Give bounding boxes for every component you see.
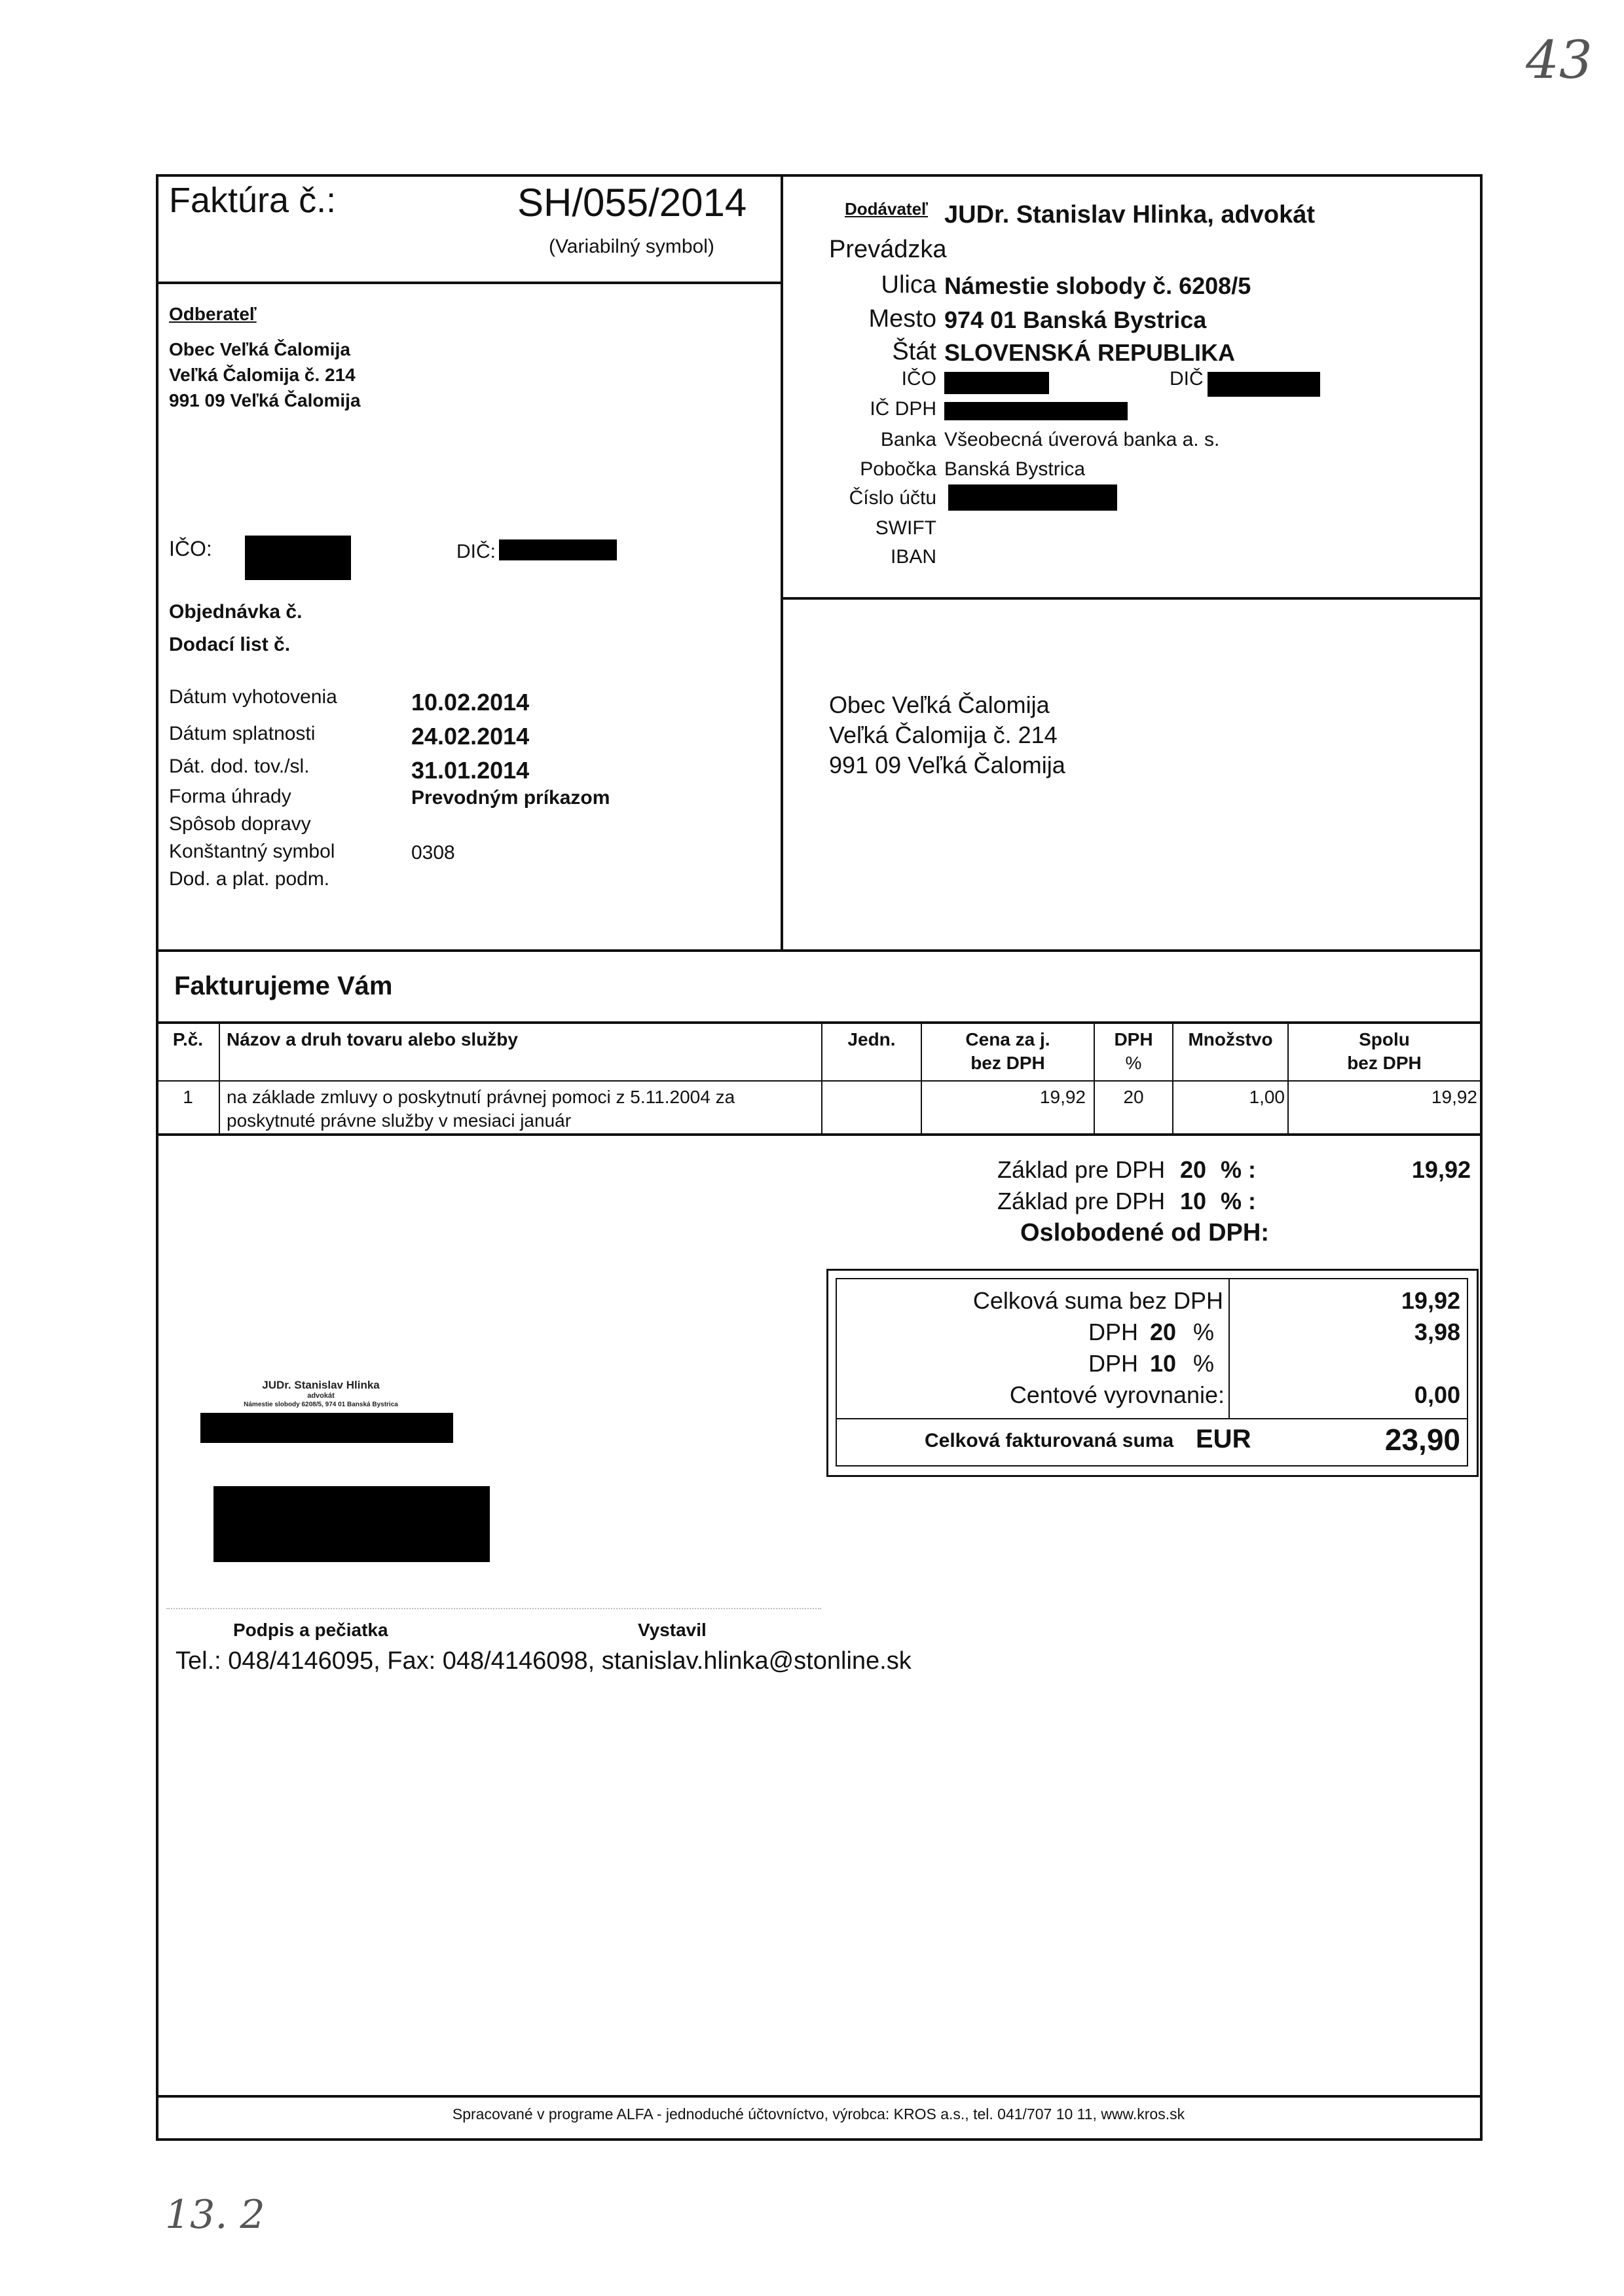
vat-10-label: DPH [1088,1350,1139,1377]
rounding-label: Centové vyrovnanie: [1009,1381,1225,1408]
row-vat: 20 [1123,1087,1144,1107]
supplier-divider [781,597,1481,600]
supplier-account-label: Číslo účtu [849,487,936,509]
header-name: Názov a druh tovaru alebo služby [227,1029,518,1049]
supplier-stat-value: SLOVENSKÁ REPUBLIKA [944,339,1236,366]
header-unit: Jedn. [847,1029,896,1049]
header-divider [156,282,781,284]
redacted-supplier-dic [1208,372,1320,397]
redacted-signature [213,1486,490,1562]
supplier-prevadzka-label: Prevádzka [829,236,947,263]
due-date-label: Dátum splatnosti [169,723,316,744]
issue-date-label: Dátum vyhotovenia [169,686,337,708]
redacted-supplier-account [948,484,1117,511]
grand-total-label: Celková fakturovaná suma [925,1430,1174,1451]
supplier-iban-label: IBAN [890,546,936,568]
vat-20-percent: % [1193,1319,1215,1345]
order-number-label: Objednávka č. [169,601,303,623]
supplier-banka-value: Všeobecná úverová banka a. s. [944,429,1220,450]
supplier-ulica-value: Námestie slobody č. 6208/5 [944,272,1251,299]
redacted-stamp-id [200,1413,453,1443]
customer-dic-label: DIČ: [456,541,496,562]
supplier-ulica-label: Ulica [881,271,936,299]
frame-right [1480,174,1483,2141]
items-table-top [156,1021,1483,1024]
items-section-title: Fakturujeme Vám [174,972,393,1000]
customer-city: 991 09 Veľká Čalomija [169,390,361,410]
delivery-terms-label: Dod. a plat. podm. [169,868,330,890]
signature-label: Podpis a pečiatka [233,1620,388,1640]
vat-10-rate: 10 [1150,1350,1177,1377]
rounding-value: 0,00 [1414,1381,1460,1408]
invoice-label: Faktúra č.: [169,181,337,220]
transport-label: Spôsob dopravy [169,813,311,835]
supplier-heading: Dodávateľ [845,199,929,219]
delivery-date-label: Dát. dod. tov./sl. [169,756,310,777]
vat-base-20-percent: % : [1221,1156,1256,1183]
stamp-name: JUDr. Stanislav Hlinka [262,1379,380,1391]
footer-box-top [156,2095,1483,2098]
frame-left [156,174,158,2141]
grand-total-value: 23,90 [1384,1423,1460,1457]
supplier-pobocka-label: Pobočka [860,458,936,480]
software-note: Spracované v programe ALFA - jednoduché účtovníctvo, výrobca: KROS a.s., tel. 041/707 10 11, www.kros.sk [452,2105,1185,2123]
delivery-note-label: Dodací list č. [169,634,291,655]
variable-symbol-note: (Variabilný symbol) [549,236,714,257]
delivery-address-line1: Obec Veľká Čalomija [829,691,1050,718]
supplier-mesto-label: Mesto [868,305,936,333]
header-vat-l1: DPH [1114,1029,1153,1049]
row-name-line2: poskytnuté právne služby v mesiaci január [227,1110,572,1131]
total-no-vat-value: 19,92 [1401,1287,1460,1314]
supplier-dic-label: DIČ [1170,368,1204,390]
row-total: 19,92 [1431,1087,1477,1107]
page-number-mark: 43 [1526,29,1593,90]
header-vat-l2: % [1125,1053,1142,1073]
frame-bottom [156,2138,1483,2141]
stamp-address: Námestie slobody 6208/5, 974 01 Banská Bystrica [244,1401,398,1408]
supplier-swift-label: SWIFT [875,517,936,539]
middle-divider [781,174,783,951]
due-date-value: 24.02.2014 [411,723,530,750]
supplier-banka-label: Banka [880,429,936,450]
stamp-title: advokát [307,1392,335,1400]
delivery-address-line3: 991 09 Veľká Čalomija [829,752,1065,778]
vat-base-20-rate: 20 [1180,1156,1207,1183]
payment-method-value: Prevodným príkazom [411,787,610,809]
supplier-name: JUDr. Stanislav Hlinka, advokát [944,201,1316,228]
issued-by-label: Vystavil [638,1620,707,1640]
issue-date-value: 10.02.2014 [411,689,530,716]
supplier-pobocka-value: Banská Bystrica [944,458,1086,480]
invoice-number: SH/055/2014 [517,181,747,225]
redacted-supplier-ico [944,372,1049,394]
vat-base-10-label: Základ pre DPH [997,1188,1166,1214]
vat-base-10-percent: % : [1221,1188,1256,1214]
vat-10-percent: % [1193,1350,1215,1377]
vat-base-20-value: 19,92 [1411,1156,1471,1183]
bottom-handwritten-mark: 13. 2 [165,2192,265,2238]
vat-exempt-label: Oslobodené od DPH: [1020,1219,1269,1247]
delivery-date-value: 31.01.2014 [411,757,530,784]
header-pc: P.č. [172,1029,204,1049]
customer-heading: Odberateľ [169,304,257,324]
signature-dotted-line [166,1608,821,1609]
customer-name: Obec Veľká Čalomija [169,339,350,359]
customer-street: Veľká Čalomija č. 214 [169,365,356,385]
row-pc: 1 [183,1087,193,1107]
contact-info: Tel.: 048/4146095, Fax: 048/4146098, stanislav.hlinka@stonline.sk [175,1647,912,1675]
vat-base-10-rate: 10 [1180,1188,1207,1214]
totals-separator [1228,1279,1230,1419]
header-price-l1: Cena za j. [965,1029,1050,1049]
redacted-customer-ico [245,536,351,580]
payment-method-label: Forma úhrady [169,786,291,807]
frame-top [156,174,1483,177]
row-name-line1: na základe zmluvy o poskytnutí právnej pomoci z 5.11.2004 za [227,1087,735,1107]
supplier-mesto-value: 974 01 Banská Bystrica [944,306,1207,333]
items-header-bottom [156,1080,1481,1082]
vat-base-20-label: Základ pre DPH [997,1156,1166,1183]
vat-20-value: 3,98 [1414,1319,1460,1345]
items-table-bottom [156,1133,1483,1136]
constant-symbol-value: 0308 [411,842,455,864]
supplier-icdph-label: IČ DPH [870,398,936,420]
redacted-supplier-icdph [944,402,1128,420]
upper-section-bottom [156,949,1483,952]
row-price: 19,92 [1039,1087,1086,1107]
redacted-customer-dic [499,539,617,560]
col-sep-1 [219,1023,220,1134]
header-price-l2: bez DPH [970,1053,1045,1073]
total-no-vat-label: Celková suma bez DPH [972,1287,1223,1314]
constant-symbol-label: Konštantný symbol [169,841,335,862]
header-total-l1: Spolu [1359,1029,1410,1049]
row-qty: 1,00 [1249,1087,1285,1107]
supplier-stat-label: Štát [892,338,936,365]
vat-20-rate: 20 [1150,1319,1177,1345]
header-total-l2: bez DPH [1347,1053,1422,1073]
header-qty: Množstvo [1188,1029,1273,1049]
delivery-address-line2: Veľká Čalomija č. 214 [829,721,1058,748]
vat-20-label: DPH [1088,1319,1139,1345]
supplier-ico-label: IČO [901,368,936,390]
totals-grand-line [837,1418,1467,1419]
grand-total-currency: EUR [1196,1425,1251,1453]
customer-ico-label: IČO: [169,537,212,560]
